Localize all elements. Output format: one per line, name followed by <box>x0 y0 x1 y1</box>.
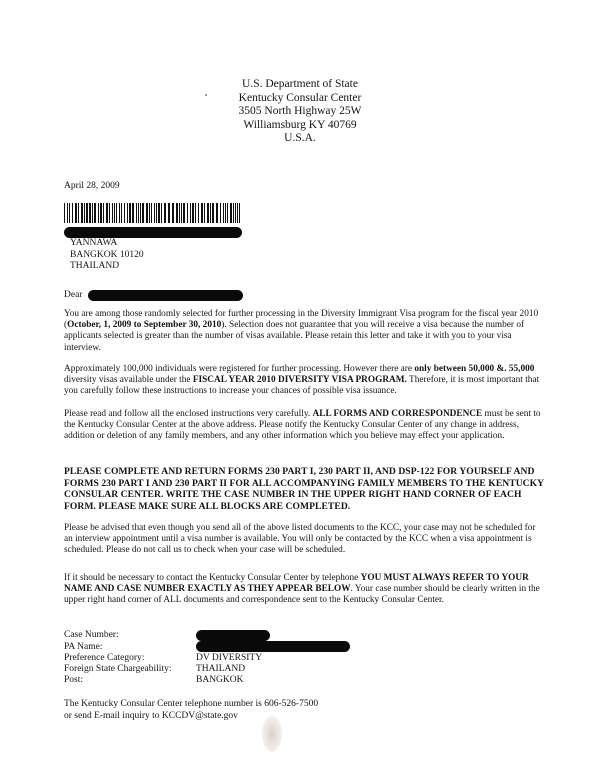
address-line-district: YANNAWA <box>70 238 118 248</box>
redacted-salutation-name <box>88 290 243 301</box>
pa-name-label: PA Name: <box>64 642 103 652</box>
contact-footer <box>64 698 318 722</box>
letter-date: April 28, 2009 <box>64 181 120 191</box>
address-line-city: BANGKOK 10120 <box>70 249 144 260</box>
redacted-name-line <box>64 227 242 238</box>
post-value: BANGKOK <box>196 675 244 685</box>
paragraph-contact: If it should be necessary to contact the Kentucky Consular Center by telephone YOU MUST ALWAYS REFER TO YOUR NAME AND CASE NUMBER EXACTLY AS THEY APPEAR BELOW. Your case number should be clearly written in the upper right hand corner of ALL documents and correspondence sent to the Kentucky Consular Center. <box>64 573 540 606</box>
letterhead-street: 3505 North Highway 25W <box>238 105 362 117</box>
chargeability-label: Foreign State Chargeability: <box>64 664 172 674</box>
letterhead-country: U.S.A. <box>284 132 316 144</box>
case-number-label: Case Number: <box>64 630 119 640</box>
paragraph-quota: Approximately 100,000 individuals were registered for further processing. However there are only between 50,000 &. 55,000 diversity visas available under the FISCAL YEAR 2010 DIVERSITY VISA PROGRAM. Therefore, it is most important that you carefully follow these instructions to increase your chances of possible visa issuance. <box>64 364 540 397</box>
paragraph-forms-notice: PLEASE COMPLETE AND RETURN FORMS 230 PART I, 230 PART II, AND DSP-122 FOR YOURSELF AND FORMS 230 PART I AND 230 PART II FOR ALL ACCOMPANYING FAMILY MEMBERS TO THE KENTUCKY CONSULAR CENTER. WRITE THE CASE NUMBER IN THE UPPER RIGHT HAND CORNER OF EACH FORM. PLEASE MAKE SURE ALL BLOCKS ARE COMPLETED. <box>64 466 544 512</box>
preference-category-value: DV DIVERSITY <box>196 653 263 663</box>
paragraph-instructions: Please read and follow all the enclosed instructions very carefully. ALL FORMS AND CORRESPONDENCE must be sent to the Kentucky Consular Center at the above address. Please notify the Kentucky Consular Center of any change in address, addition or deletion of any family members, and any other information which you believe may effect your application. <box>64 409 541 442</box>
chargeability-value: THAILAND <box>196 664 246 674</box>
post-label: Post: <box>64 675 84 685</box>
paragraph-scheduling: Please be advised that even though you send all of the above listed documents to the KCC, your case may not be scheduled for an interview appointment until a visa number is available. You will only be contacted by the KCC when a visa appointment is scheduled. Please do not call us to check when your case will be scheduled. <box>64 523 536 556</box>
letterhead-city: Williamsburg KY 40769 <box>243 118 357 131</box>
letterhead-center: Kentucky Consular Center <box>238 91 362 104</box>
barcode <box>64 203 240 223</box>
paragraph-selection: You are among those randomly selected for further processing in the Diversity Immigrant Visa program for the fiscal year 2010 (October, 1, 2009 to September 30, 2010). Selection does not guarantee that you will receive a visa because the number of applicants selected is greater than the number of visas available. Please retain this letter and take it with you to your visa interview. <box>64 309 539 353</box>
letterhead-department: U.S. Department of State <box>242 78 358 90</box>
speck-mark <box>205 94 207 96</box>
footer-phone: The Kentucky Consular Center telephone number is 606-526-7500 <box>64 699 319 709</box>
salutation: Dear <box>64 290 83 300</box>
redacted-pa-name <box>196 641 350 652</box>
preference-category-label: Preference Category: <box>64 653 145 663</box>
redacted-case-number <box>196 630 270 641</box>
letterhead <box>200 78 400 146</box>
footer-email: or send E-mail inquiry to KCCDV@state.gov <box>64 711 238 721</box>
paper-smudge <box>262 716 282 752</box>
address-line-country: THAILAND <box>70 261 120 271</box>
recipient-address <box>70 238 144 273</box>
